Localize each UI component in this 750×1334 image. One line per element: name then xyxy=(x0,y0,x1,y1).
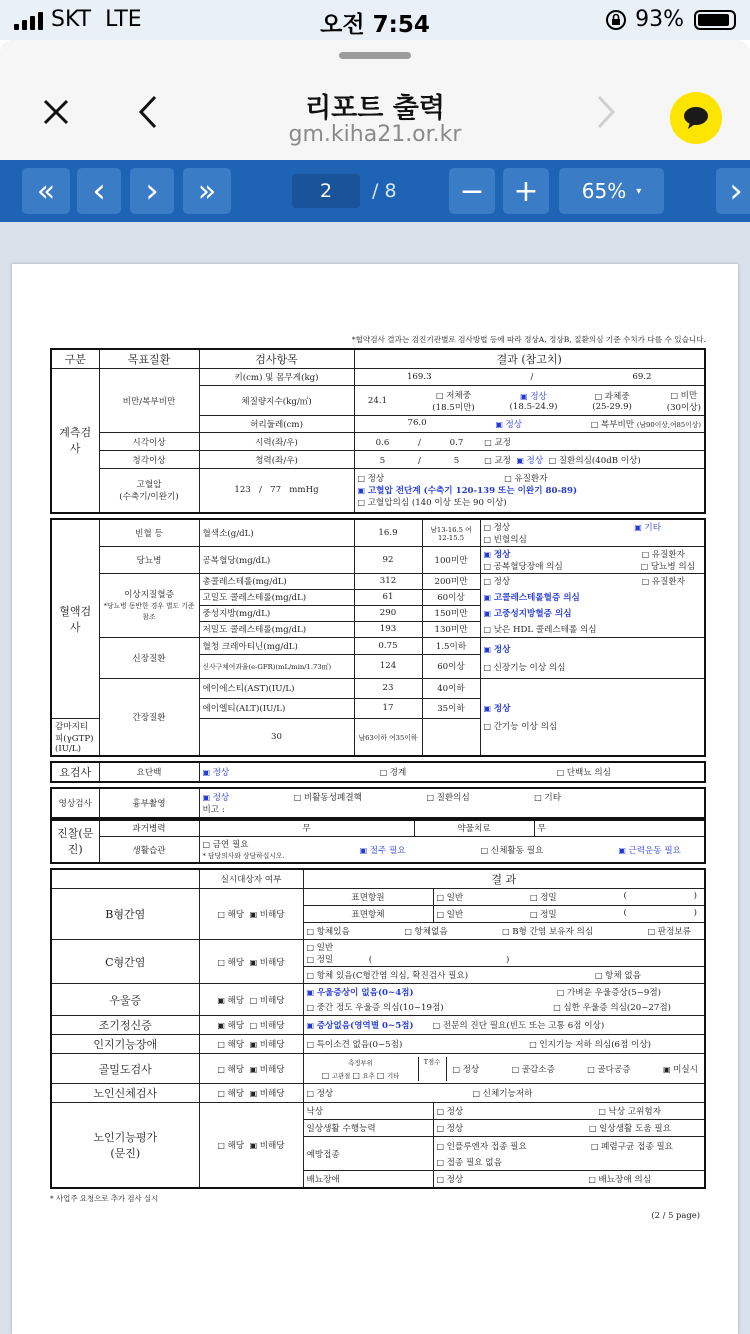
value-ggt: 30 xyxy=(199,718,354,756)
option: □ 과체중 xyxy=(595,392,630,402)
option-selected: ▣ 절주 필요 xyxy=(360,844,406,856)
option: □ 정상 xyxy=(437,1105,464,1117)
option: □ 정상 xyxy=(358,472,385,484)
elig-elderly xyxy=(199,1103,303,1188)
result-liver xyxy=(480,678,705,756)
target-obesity: 비만/복부비만 xyxy=(99,369,199,433)
option: □ 유질환자 xyxy=(642,575,685,587)
carrier-name: SKT xyxy=(51,7,92,32)
separator: / xyxy=(259,485,262,496)
elig-cognitive xyxy=(199,1035,303,1054)
option-selected: ▣ 고콜레스테롤혈증 의심 xyxy=(484,591,702,603)
paren-open: ( xyxy=(368,955,373,965)
target-hepb: B형간염 xyxy=(51,889,199,940)
option: □ 해당 xyxy=(217,910,244,920)
zoom-in-button[interactable]: + xyxy=(503,168,549,214)
option: □ 빈혈의심 xyxy=(484,533,702,545)
result-lifestyle xyxy=(199,837,705,864)
target-lipid-title: 이상지질혈증 xyxy=(124,590,174,600)
separator: / xyxy=(530,372,534,382)
zoom-out-button[interactable]: − xyxy=(449,168,495,214)
target-elderly-title: 노인기능평가 xyxy=(93,1130,158,1144)
table-header xyxy=(51,349,705,369)
option-selected: ▣ 고혈압 전단계 (수축기 120-139 또는 이완기 80-89) xyxy=(358,484,702,496)
item-label: 허리둘레(cm) xyxy=(199,416,354,433)
sheet-grabber[interactable] xyxy=(339,52,411,59)
target-lipid xyxy=(99,573,199,637)
value-vision-right: 0.7 xyxy=(449,437,464,448)
option: □ 금연 필요 xyxy=(203,840,249,850)
separator: / xyxy=(418,455,421,466)
ref-gfr: 60이상 xyxy=(422,654,480,678)
option: □ 심한 우울증 의심(20~27점) xyxy=(553,1001,671,1013)
target-depression: 우울증 xyxy=(51,984,199,1016)
elig-early-psychosis xyxy=(199,1016,303,1035)
option: □ 골다공증 xyxy=(587,1063,630,1075)
result-hepc xyxy=(303,967,705,984)
item-label: 표면항체 xyxy=(303,906,433,923)
option: □ 기타 xyxy=(534,791,561,803)
option-selected: ▣ 정상 xyxy=(484,702,702,714)
option: □ 질환의심(40dB 이상) xyxy=(549,456,641,466)
option: □ 비해당 xyxy=(250,996,285,1006)
elig-hepc xyxy=(199,940,303,984)
value-systolic: 123 xyxy=(234,485,251,496)
value-gfr: 124 xyxy=(354,654,422,678)
report-document xyxy=(50,334,706,1220)
item-label: 키(cm) 및 몸무게(kg) xyxy=(199,369,354,386)
option: □ 비활동성폐결핵 xyxy=(294,791,362,803)
value-hearing-right: 5 xyxy=(453,455,460,466)
target-diabetes: 당뇨병 xyxy=(99,546,199,573)
option-selected: ▣ 정상 xyxy=(495,418,522,430)
result-bp xyxy=(354,469,705,513)
option: □ 정상 xyxy=(437,1173,464,1185)
option: □ 고관절 xyxy=(322,1072,351,1080)
item-label: 에이엘티(ALT)(IU/L) xyxy=(199,698,354,718)
item-label: 표면항원 xyxy=(303,889,433,906)
kakao-share-button[interactable] xyxy=(670,92,722,144)
battery-percent: 93% xyxy=(635,7,684,32)
result-urine xyxy=(199,762,705,782)
ref-ldl: 130미만 xyxy=(422,621,480,637)
next-page-button[interactable]: › xyxy=(130,168,174,214)
option-selected: ▣ 해당 xyxy=(217,1021,244,1031)
result-kidney xyxy=(480,637,705,678)
option: □ 폐렴구균 접종 필요 xyxy=(591,1140,673,1152)
option-selected: ▣ 비해당 xyxy=(250,1040,285,1050)
option: □ B형 간염 보유자 의심 xyxy=(502,925,593,937)
option-range: (30이상) xyxy=(666,402,701,413)
blank-cell xyxy=(51,869,199,889)
item-label: 혈색소(g/dL) xyxy=(199,519,354,547)
option: □ 비해당 xyxy=(250,1021,285,1031)
option-selected: ▣ 정상 xyxy=(516,456,543,466)
status-bar xyxy=(0,0,750,40)
group-blood: 혈액검사 xyxy=(51,519,99,719)
value-height: 169.3 xyxy=(406,372,432,382)
value-glucose: 92 xyxy=(354,546,422,573)
target-bp-sub: (수축기/이완기) xyxy=(119,492,179,503)
exam-table xyxy=(50,819,706,865)
option: □ 특이소견 없음(0~5점) xyxy=(307,1038,403,1050)
value-hearing-left: 5 xyxy=(379,455,386,466)
pdf-viewer[interactable] xyxy=(0,222,750,1334)
option: □ 인플루엔자 접종 필요 xyxy=(437,1140,527,1152)
zoom-value: 65% xyxy=(581,179,627,203)
item-label: 예방접종 xyxy=(303,1137,433,1171)
result-hepb-antigen xyxy=(433,889,705,906)
option-selected: ▣ 비해당 xyxy=(250,1141,285,1151)
option-selected: ▣ 정상 xyxy=(203,791,230,803)
option: □ 낙상 고위험자 xyxy=(598,1105,661,1117)
option: □ 전문의 진단 필요(빈도 또는 고통 6점 이상) xyxy=(433,1021,605,1031)
col-item: 검사항목 xyxy=(199,349,354,369)
paren-open: ( xyxy=(623,891,627,901)
col-result: 결 과 xyxy=(303,869,705,889)
target-kidney: 신장질환 xyxy=(99,637,199,678)
item-label: 에이에스티(AST)(IU/L) xyxy=(199,678,354,698)
col-eligibility: 실시대상자 여부 xyxy=(199,869,303,889)
network-type: LTE xyxy=(105,7,142,32)
unit: mmHg xyxy=(289,485,319,496)
option-selected: ▣ 비해당 xyxy=(250,1065,285,1075)
item-label: 청력(좌/우) xyxy=(199,451,354,469)
ref-hdl: 60이상 xyxy=(422,589,480,605)
target-elderly xyxy=(51,1103,199,1188)
blood-test-table xyxy=(50,518,706,757)
imaging-table xyxy=(50,787,706,819)
option-selected: ▣ 근력운동 필요 xyxy=(618,844,681,856)
option: □ 일상생활 도움 필요 xyxy=(589,1122,671,1134)
caret-down-icon: ▾ xyxy=(636,185,642,197)
option-selected: ▣ 비해당 xyxy=(250,910,285,920)
result-hepb-antibody xyxy=(433,906,705,923)
option-selected: ▣ 정상 xyxy=(484,548,511,560)
result-hepb xyxy=(303,923,705,940)
ref-hb: 남13-16.5 여12-15.5 xyxy=(422,519,480,547)
target-bone: 골밀도검사 xyxy=(51,1054,199,1084)
option: □ 정상 xyxy=(484,521,511,533)
value-waist: 76.0 xyxy=(407,418,427,428)
item-label: 감마지티피(γGTP)(IU/L) xyxy=(51,718,99,756)
option: □ 배뇨장애 의심 xyxy=(588,1173,651,1185)
option-note: * 담당의사와 상담하십시오. xyxy=(202,852,285,860)
bone-tscore xyxy=(419,1057,447,1081)
browser-header xyxy=(0,40,750,160)
result-lipid xyxy=(480,573,705,637)
elig-physical xyxy=(199,1084,303,1103)
option: □ 항체없음 xyxy=(404,925,447,937)
remark: 비고 : xyxy=(202,804,225,815)
item-label: 생활습관 xyxy=(99,837,199,864)
option: □ 정상 xyxy=(307,1089,334,1099)
result-fall xyxy=(433,1103,705,1120)
option: □ 정밀 xyxy=(530,908,557,920)
ref-creatinine: 1.5이하 xyxy=(422,637,480,654)
pdf-toolbar xyxy=(0,160,750,222)
result-anemia xyxy=(480,519,705,547)
rotation-lock-icon xyxy=(605,9,627,31)
option: □ 신체활동 필요 xyxy=(481,844,544,856)
option: □ 낮은 HDL 콜레스테롤 의심 xyxy=(484,623,702,635)
first-page-button[interactable]: « xyxy=(22,168,70,214)
option: □ 인지기능 저하 의심(6점 이상) xyxy=(529,1038,651,1050)
item-label: 중성지방(mg/dL) xyxy=(199,605,354,621)
option: □ 항체 있음(C형간염 의심, 확진검사 필요) xyxy=(307,969,469,981)
target-bp-title: 고혈압 xyxy=(136,480,162,491)
option: □ 공복혈당장애 의심 xyxy=(484,560,563,572)
option: □ 정상 xyxy=(484,575,511,587)
option-selected: ▣ 증상없음(영역별 0~5점) xyxy=(307,1021,414,1031)
item-label: 시력(좌/우) xyxy=(199,433,354,451)
option: □ 일반 xyxy=(437,891,464,903)
option: □ 경계 xyxy=(380,766,407,778)
option: □ 해당 xyxy=(217,958,244,968)
bone-site-label: 측정부위 xyxy=(348,1058,373,1067)
elig-depression xyxy=(199,984,303,1016)
target-hearing: 청각이상 xyxy=(99,451,199,469)
option-selected: ▣ 미실시 xyxy=(663,1063,698,1075)
page-number-input[interactable]: 2 xyxy=(292,174,360,208)
value-tc: 312 xyxy=(354,573,422,589)
urine-table xyxy=(50,761,706,783)
option: □ 교정 xyxy=(484,456,511,466)
pdf-page xyxy=(12,264,738,1334)
group-exam: 진찰(문진) xyxy=(51,820,99,864)
option-range: (25-29.9) xyxy=(592,401,632,412)
target-liver: 간장질환 xyxy=(99,678,199,756)
option: □ 일반 xyxy=(307,943,334,953)
bone-site xyxy=(304,1057,419,1081)
result-bone xyxy=(303,1054,705,1084)
result-diabetes xyxy=(480,546,705,573)
item-label: 저밀도 콜레스테롤(mg/dL) xyxy=(199,621,354,637)
value-alt: 17 xyxy=(354,698,422,718)
measurement-table xyxy=(50,348,706,514)
item-label: 요단백 xyxy=(99,762,199,782)
paren-close: ) xyxy=(693,891,697,901)
option: □ 해당 xyxy=(217,1065,244,1075)
option: □ 질환의심 xyxy=(426,791,469,803)
ref-tg: 150미만 xyxy=(422,605,480,621)
option: □ 유질환자 xyxy=(642,548,685,560)
page-count: / 8 xyxy=(372,180,397,202)
forward-button[interactable] xyxy=(586,92,626,132)
paren-open: ( xyxy=(623,908,627,918)
option: □ 요추 xyxy=(352,1072,374,1080)
option-selected: ▣ 정상 xyxy=(203,766,230,778)
option-range: (18.5미만) xyxy=(432,402,475,413)
value-creatinine: 0.75 xyxy=(354,637,422,654)
option: □ 판정보류 xyxy=(648,925,691,937)
clock: 오전 7:54 xyxy=(320,12,430,38)
col-target: 목표질환 xyxy=(99,349,199,369)
item-label: 약물치료 xyxy=(414,820,534,837)
toolbar-more-button[interactable] xyxy=(716,168,750,214)
page-title: 리포트 출력 xyxy=(305,93,445,124)
zoom-select[interactable] xyxy=(559,168,664,214)
elig-hepb xyxy=(199,889,303,940)
value-hb: 16.9 xyxy=(354,519,422,547)
option: □ 정상 xyxy=(437,1122,464,1134)
option: □ 항체있음 xyxy=(307,925,350,937)
option: □ 비만 xyxy=(670,391,697,401)
ref-ggt: 남63이하 여35이하 xyxy=(354,718,422,756)
result-bmi xyxy=(354,386,705,416)
option: □ 저체중 xyxy=(436,391,471,401)
result-urination xyxy=(433,1171,705,1188)
browser-sheet xyxy=(0,40,750,1334)
result-depression xyxy=(303,984,705,1016)
option-selected: ▣ 정상 xyxy=(484,643,702,655)
value-history: 무 xyxy=(199,820,414,837)
chevron-right-icon xyxy=(595,95,617,129)
option-selected: ▣ 정상 xyxy=(520,392,547,402)
target-bp xyxy=(99,469,199,513)
ref-ast: 40이하 xyxy=(422,678,480,698)
target-vision: 시각이상 xyxy=(99,433,199,451)
item-label: 고밀도 콜레스테롤(mg/dL) xyxy=(199,589,354,605)
result-physical xyxy=(303,1084,705,1103)
target-cognitive: 인지기능장애 xyxy=(51,1035,199,1054)
battery-info xyxy=(605,7,736,32)
page-indicator: (2 / 5 page) xyxy=(651,1209,700,1220)
prev-page-button[interactable]: ‹ xyxy=(77,168,121,214)
target-elderly-sub: (문진) xyxy=(110,1146,141,1160)
ref-alt: 35이하 xyxy=(422,698,480,718)
option: □ 기타 xyxy=(377,1072,399,1080)
value-ldl: 193 xyxy=(354,621,422,637)
value-hdl: 61 xyxy=(354,589,422,605)
option: □ 단백뇨 의심 xyxy=(557,766,611,778)
option: □ 간기능 이상 의심 xyxy=(484,720,702,732)
option-note: (남90이상,여85이상) xyxy=(636,421,701,429)
option: □ 신체기능저하 xyxy=(473,1089,533,1099)
paren-close: ) xyxy=(693,908,697,918)
col-result: 결과 (참고치) xyxy=(354,349,705,369)
value-diastolic: 77 xyxy=(270,485,282,496)
chevron-right-icon: › xyxy=(729,171,743,211)
option: □ 가벼운 우울증상(5~9점) xyxy=(557,986,661,998)
option: □ 골감소증 xyxy=(512,1063,555,1075)
report-note: *협약검사 결과는 검진기관별로 검사방법 등에 따라 정상A, 정상B, 질환의심 기준 수치가 다를 수 있습니다. xyxy=(351,335,706,344)
bone-tscore-label: T점수 xyxy=(423,1057,441,1066)
item-label: 낙상 xyxy=(303,1103,433,1120)
item-label: 일상생활 수행능력 xyxy=(303,1120,433,1137)
value-bmi: 24.1 xyxy=(367,395,388,406)
target-anemia: 빈혈 등 xyxy=(99,519,199,547)
value-tg: 290 xyxy=(354,605,422,621)
result-hw xyxy=(354,369,705,386)
elig-bone xyxy=(199,1054,303,1084)
option: □ 신장기능 이상 의심 xyxy=(484,661,702,673)
group-measure: 계측검사 xyxy=(51,369,99,513)
option: □ 정상 xyxy=(453,1063,480,1075)
result-chest xyxy=(199,788,705,818)
chat-bubble-icon xyxy=(683,106,709,130)
option: □ 해당 xyxy=(217,1141,244,1151)
page-url[interactable]: gm.kiha21.or.kr xyxy=(288,122,462,147)
group-urine: 요검사 xyxy=(51,762,99,782)
item-label: 과거병력 xyxy=(99,820,199,837)
option: □ 중간 정도 우울증 의심(10~19점) xyxy=(307,1001,444,1013)
item-label: 흉부촬영 xyxy=(99,788,199,818)
footnote: * 사업주 요청으로 추가 검사 실시 xyxy=(50,1193,159,1203)
option: □ 항체 없음 xyxy=(595,969,641,981)
value-ast: 23 xyxy=(354,678,422,698)
item-label: 총콜레스테롤(mg/dL) xyxy=(199,573,354,589)
item-label: 신사구체여과율(e-GFR)(mL/min/1.73㎡) xyxy=(199,654,354,678)
target-physical: 노인신체검사 xyxy=(51,1084,199,1103)
result-adl xyxy=(433,1120,705,1137)
option: □ 복부비만 xyxy=(591,420,634,430)
option: □ 정밀 xyxy=(307,955,334,965)
value-vision-left: 0.6 xyxy=(375,437,390,448)
ref-glucose: 100미만 xyxy=(422,546,480,573)
option-selected: ▣ 기타 xyxy=(634,521,661,533)
option-range: (18.5-24.9) xyxy=(509,401,558,412)
result-bp-value xyxy=(199,469,354,513)
option-selected: ▣ 해당 xyxy=(217,996,244,1006)
result-cognitive xyxy=(303,1035,705,1054)
option: □ 일반 xyxy=(437,908,464,920)
option: □ 당뇨병 의심 xyxy=(641,560,695,572)
target-early-psychosis: 조기정신증 xyxy=(51,1016,199,1035)
option-selected: ▣ 우울증상이 없음(0~4점) xyxy=(307,986,414,998)
col-category: 구분 xyxy=(51,349,99,369)
value-medication: 무 xyxy=(534,820,705,837)
option: □ 해당 xyxy=(217,1040,244,1050)
paren-close: ) xyxy=(505,955,510,965)
item-label: 공복혈당(mg/dL) xyxy=(199,546,354,573)
option: □ 고혈압의심 (140 이상 또는 90 이상) xyxy=(358,496,702,508)
battery-icon xyxy=(694,10,736,30)
result-hearing xyxy=(354,451,705,469)
result-vision xyxy=(354,433,705,451)
additional-test-table xyxy=(50,868,706,1189)
item-label: 체질량지수(kg/㎡) xyxy=(199,386,354,416)
result-hepc-test xyxy=(303,940,705,967)
separator: / xyxy=(418,437,421,448)
target-hepc: C형간염 xyxy=(51,940,199,984)
option: □ 접종 필요 없음 xyxy=(437,1156,702,1168)
option: □ 교정 xyxy=(484,438,511,448)
last-page-button[interactable]: » xyxy=(183,168,231,214)
option: □ 유질환자 xyxy=(504,472,547,484)
value-weight: 69.2 xyxy=(632,372,652,382)
ref-tc: 200미만 xyxy=(422,573,480,589)
option: □ 정밀 xyxy=(530,891,557,903)
group-imaging: 영상검사 xyxy=(51,788,99,818)
result-early-psychosis xyxy=(303,1016,705,1035)
option: □ 해당 xyxy=(217,1089,244,1099)
option-selected: ▣ 고중성지방혈증 의심 xyxy=(484,607,702,619)
item-label: 배뇨장애 xyxy=(303,1171,433,1188)
target-lipid-note: *당뇨병 동반한 경우 별도 기준 참조 xyxy=(103,602,195,621)
item-label: 혈청 크레아티닌(mg/dL) xyxy=(199,637,354,654)
result-waist xyxy=(354,416,705,433)
option-selected: ▣ 비해당 xyxy=(250,1089,285,1099)
option-selected: ▣ 비해당 xyxy=(250,958,285,968)
result-vaccination xyxy=(433,1137,705,1171)
